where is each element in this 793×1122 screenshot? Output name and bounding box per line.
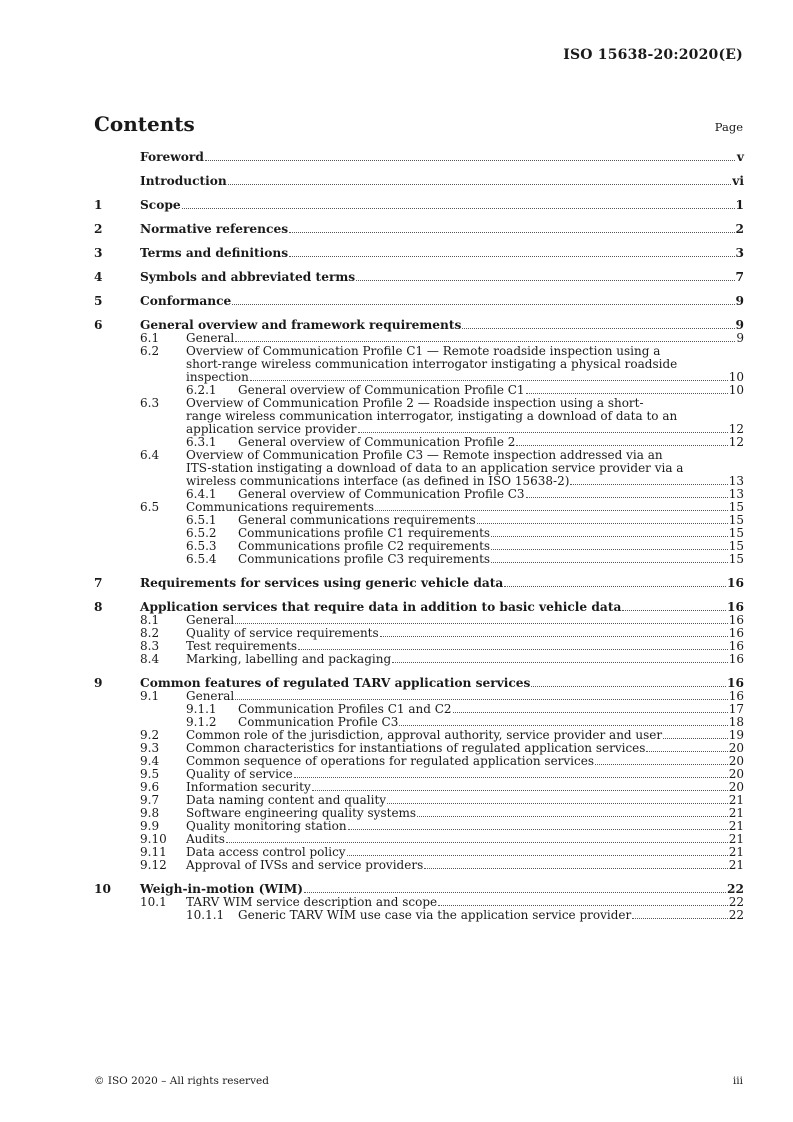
toc-entry-title-text: Overview of Communication Profile 2 — Roadside inspection using a short-: [186, 396, 644, 410]
toc-entry-title: [140, 600, 727, 614]
toc-entry[interactable]: [94, 150, 744, 164]
dot-leader: [235, 623, 727, 624]
toc-entry-title-text: inspection: [186, 370, 249, 384]
toc-entry[interactable]: [94, 859, 744, 872]
toc-entry-title-text: General overview of Communication Profile 2: [238, 435, 516, 449]
toc-entry-title: [140, 576, 727, 590]
toc-entry-number: 9.5: [140, 767, 160, 781]
toc-entry-page: 2: [735, 222, 744, 236]
toc-entry[interactable]: [94, 576, 744, 590]
toc-entry[interactable]: [94, 318, 744, 332]
dot-leader: [348, 829, 728, 830]
dot-leader: [347, 855, 728, 856]
toc-entry-title-text: Scope: [140, 198, 181, 212]
toc-entry-title-text: Communications profile C3 requirements: [238, 552, 491, 566]
dot-leader: [205, 160, 735, 161]
toc-entry-page: 16: [728, 626, 744, 640]
toc-entry-title-text: Communication Profile C3: [238, 715, 399, 729]
toc-entry-page: 19: [728, 728, 744, 742]
toc-entry-number: 9.4: [140, 754, 160, 768]
dot-leader: [595, 764, 728, 765]
document-code: ISO 15638-20:2020(E): [563, 47, 743, 63]
toc-entry-page: 16: [728, 689, 744, 703]
toc-entry-title: [140, 198, 736, 212]
toc-entry-continuation: range wireless communication interrogator, instigating a download of data to an: [186, 409, 678, 423]
toc-entry-title: [186, 859, 729, 872]
toc-entry-number: 9.1: [140, 689, 160, 703]
toc-entry-page: 13: [728, 487, 744, 501]
dot-leader: [392, 662, 728, 663]
toc-entry[interactable]: [94, 653, 744, 666]
toc-entry-title: [186, 397, 744, 410]
toc-entry-title-text: General overview of Communication Profile C3: [238, 487, 525, 501]
toc-entry-number: 8: [94, 600, 103, 614]
toc-entry-continuation: short-range wireless communication interrogator instigating a physical roadside: [186, 357, 678, 371]
toc-entry-title-text: Weigh-in-motion (WIM): [140, 882, 303, 896]
toc-entry-title-text: Communication Profiles C1 and C2: [238, 702, 452, 716]
toc-entry-page: 15: [728, 526, 744, 540]
toc-entry-number: 9.9: [140, 819, 160, 833]
toc-entry-page: 7: [735, 270, 744, 284]
toc-entry[interactable]: [94, 909, 744, 922]
toc-entry-page: 16: [727, 576, 744, 590]
toc-entry-title-text: General communications requirements: [238, 513, 476, 527]
toc-entry-number: 9.10: [140, 832, 167, 846]
toc-entry-page: 21: [728, 806, 744, 820]
toc-entry-number: 4: [94, 270, 103, 284]
dot-leader: [622, 610, 726, 611]
toc-entry-number: 9.12: [140, 858, 167, 872]
toc-entry-number: 8.4: [140, 652, 160, 666]
toc-entry-page: 15: [728, 513, 744, 527]
toc-entry-title: [140, 246, 736, 260]
toc-entry-title: [140, 676, 727, 690]
toc-entry-page: 21: [728, 819, 744, 833]
toc-entry-title: [140, 174, 732, 188]
toc-entry-page: 20: [728, 741, 744, 755]
toc-entry[interactable]: [94, 397, 744, 410]
toc-entry-title: [238, 553, 729, 566]
toc-entry-title-text: Quality of service: [186, 767, 293, 781]
toc-entry-page: 21: [728, 845, 744, 859]
toc-entry-number: 6.3.1: [186, 435, 217, 449]
dot-leader: [632, 918, 727, 919]
toc-entry-number: 9.6: [140, 780, 160, 794]
toc-entry-number: 6.5.3: [186, 539, 217, 553]
toc-entry-title-text: TARV WIM service description and scope: [186, 895, 438, 909]
dot-leader: [387, 803, 728, 804]
toc-entry-number: 6.5.1: [186, 513, 217, 527]
toc-entry-title-text: Common characteristics for instantiations of regulated application services: [186, 741, 646, 755]
toc-entry[interactable]: [94, 174, 744, 188]
toc-entry-page: 21: [728, 832, 744, 846]
dot-leader: [570, 484, 727, 485]
toc-entry-title-text: Overview of Communication Profile C1 — Remote roadside inspection using a: [186, 344, 661, 358]
toc-entry-page: 21: [728, 793, 744, 807]
dot-leader: [491, 562, 728, 563]
toc-entry-page: 10: [728, 383, 744, 397]
dot-leader: [462, 328, 734, 329]
toc-entry-title-text: Software engineering quality systems: [186, 806, 417, 820]
toc-entry-title: [140, 222, 736, 236]
toc-entry-page: 16: [727, 676, 744, 690]
contents-heading: Contents: [94, 112, 195, 136]
toc-entry[interactable]: [94, 222, 744, 236]
dot-leader: [375, 510, 728, 511]
toc-entry-page: 12: [728, 422, 744, 436]
toc-entry-number: 7: [94, 576, 103, 590]
dot-leader: [235, 699, 727, 700]
toc-entry-title: [140, 294, 736, 308]
dot-leader: [491, 536, 728, 537]
toc-entry-page: 20: [728, 780, 744, 794]
toc-entry-title: [238, 909, 729, 922]
toc-entry-title-text: General: [186, 613, 235, 627]
toc-entry-title-text: Communications profile C1 requirements: [238, 526, 491, 540]
toc-entry-page: 12: [728, 435, 744, 449]
dot-leader: [526, 497, 728, 498]
toc-entry-number: 9.8: [140, 806, 160, 820]
toc-entry-title-text: Quality monitoring station: [186, 819, 347, 833]
toc-entry-title-text: Communications requirements: [186, 500, 375, 514]
toc-entry-title-text: Generic TARV WIM use case via the application service provider: [238, 908, 632, 922]
toc-entry-page: 18: [728, 715, 744, 729]
copyright-notice: © ISO 2020 – All rights reserved: [94, 1075, 269, 1087]
toc-entry-title-text: General overview of Communication Profile C1: [238, 383, 525, 397]
toc-entry-page: 10: [728, 370, 744, 384]
toc-entry-title: [140, 270, 736, 284]
toc-entry[interactable]: [94, 246, 744, 260]
toc-entry-title-text: wireless communications interface (as defined in ISO 15638-2): [186, 474, 570, 488]
toc-entry[interactable]: [94, 198, 744, 212]
toc-entry-continuation: ITS-station instigating a download of data to an application service provider via a: [186, 461, 684, 475]
dot-leader: [424, 868, 727, 869]
toc-entry-number: 6.2: [140, 344, 160, 358]
dot-leader: [289, 232, 734, 233]
table-of-contents: [94, 150, 744, 922]
toc-entry-number: 9: [94, 676, 103, 690]
toc-entry-page: 15: [728, 500, 744, 514]
toc-entry[interactable]: [94, 270, 744, 284]
toc-entry-number: 9.7: [140, 793, 160, 807]
toc-entry-title: [186, 820, 729, 833]
toc-entry-page: 1: [735, 198, 744, 212]
toc-entry-number: 6.4.1: [186, 487, 217, 501]
toc-entry-number: 6: [94, 318, 103, 332]
toc-entry-page: 22: [728, 895, 744, 909]
dot-leader: [380, 636, 728, 637]
toc-entry-page: 17: [728, 702, 744, 716]
dot-leader: [250, 380, 728, 381]
toc-entry[interactable]: [94, 676, 744, 690]
toc-entry-number: 6.3: [140, 396, 160, 410]
toc-entry-title-text: Test requirements: [186, 639, 298, 653]
page-column-label: Page: [714, 120, 743, 134]
toc-entry-page: v: [736, 150, 744, 164]
dot-leader: [226, 842, 728, 843]
dot-leader: [294, 777, 728, 778]
toc-entry-title-text: Symbols and abbreviated terms: [140, 270, 356, 284]
dot-leader: [356, 280, 734, 281]
toc-entry-number: 9.11: [140, 845, 167, 859]
toc-entry-number: 10.1.1: [186, 908, 225, 922]
toc-entry-number: 10: [94, 882, 111, 896]
toc-entry-title-text: application service provider: [186, 422, 357, 436]
dot-leader: [417, 816, 728, 817]
toc-entry-number: 3: [94, 246, 103, 260]
toc-entry-number: 9.2: [140, 728, 160, 742]
dot-leader: [358, 432, 728, 433]
toc-entry-number: 6.5: [140, 500, 160, 514]
toc-entry-page: 16: [728, 652, 744, 666]
toc-entry-title-text: Data naming content and quality: [186, 793, 387, 807]
toc-entry-page: 9: [735, 294, 744, 308]
toc-entry-title-text: Quality of service requirements: [186, 626, 379, 640]
dot-leader: [182, 208, 735, 209]
dot-leader: [477, 523, 728, 524]
dot-leader: [504, 586, 726, 587]
toc-entry-page: 16: [728, 613, 744, 627]
toc-entry-page: 22: [728, 908, 744, 922]
toc-entry-number: 9.3: [140, 741, 160, 755]
dot-leader: [453, 712, 728, 713]
dot-leader: [438, 905, 728, 906]
toc-entry-title-text: Application services that require data in addition to basic vehicle data: [140, 600, 622, 614]
toc-entry-page: 22: [727, 882, 744, 896]
dot-leader: [646, 751, 727, 752]
toc-entry-number: 6.2.1: [186, 383, 217, 397]
toc-entry-page: 20: [728, 767, 744, 781]
toc-entry-title: [186, 449, 744, 462]
toc-entry-title-text: Audits: [186, 832, 225, 846]
toc-entry-title-text: Common sequence of operations for regulated application services: [186, 754, 594, 768]
toc-entry-page: 21: [728, 858, 744, 872]
toc-entry-title-text: General: [186, 331, 235, 345]
toc-entry[interactable]: [94, 294, 744, 308]
toc-entry-title: [140, 318, 736, 332]
toc-entry-number: 10.1: [140, 895, 167, 909]
dot-leader: [516, 445, 727, 446]
toc-entry-page: 15: [728, 539, 744, 553]
dot-leader: [399, 725, 727, 726]
toc-entry-title-text: Overview of Communication Profile C3 — Remote inspection addressed via an: [186, 448, 663, 462]
dot-leader: [663, 738, 728, 739]
toc-entry-number: 9.1.2: [186, 715, 217, 729]
toc-entry-number: 8.2: [140, 626, 160, 640]
toc-entry-page: 20: [728, 754, 744, 768]
toc-entry-number: 9.1.1: [186, 702, 217, 716]
toc-entry-title-text: Conformance: [140, 294, 232, 308]
toc-entry-title-text: Data access control policy: [186, 845, 346, 859]
toc-entry-page: 9: [735, 318, 744, 332]
toc-entry[interactable]: [94, 600, 744, 614]
toc-entry-number: 6.5.2: [186, 526, 217, 540]
toc-entry-title-text: Approval of IVSs and service providers: [186, 858, 424, 872]
toc-entry-title-text: General overview and framework requirements: [140, 318, 462, 332]
dot-leader: [235, 341, 735, 342]
toc-entry[interactable]: [94, 345, 744, 358]
toc-entry-number: 6.1: [140, 331, 160, 345]
toc-entry-title-text: Marking, labelling and packaging: [186, 652, 392, 666]
dot-leader: [228, 184, 731, 185]
toc-entry-title-text: Requirements for services using generic vehicle data: [140, 576, 504, 590]
toc-entry[interactable]: [94, 449, 744, 462]
toc-entry-title-text: Normative references: [140, 222, 289, 236]
toc-entry-title-text: Introduction: [140, 174, 227, 188]
toc-entry-number: 5: [94, 294, 103, 308]
toc-entry-title: [140, 150, 736, 164]
dot-leader: [298, 649, 728, 650]
toc-entry-title: [140, 882, 727, 896]
dot-leader: [531, 686, 726, 687]
toc-entry-title-text: Common features of regulated TARV application services: [140, 676, 531, 690]
toc-entry-number: 8.1: [140, 613, 160, 627]
dot-leader: [304, 892, 726, 893]
toc-entry-number: 6.5.4: [186, 552, 217, 566]
toc-entry-number: 1: [94, 198, 103, 212]
dot-leader: [526, 393, 728, 394]
toc-entry-page: 16: [728, 639, 744, 653]
toc-entry-number: 6.4: [140, 448, 160, 462]
toc-entry-page: 3: [735, 246, 744, 260]
toc-entry-number: 2: [94, 222, 103, 236]
dot-leader: [232, 304, 734, 305]
dot-leader: [491, 549, 728, 550]
dot-leader: [312, 790, 728, 791]
toc-entry-page: vi: [732, 174, 744, 188]
toc-entry-title-text: Foreword: [140, 150, 204, 164]
toc-entry-title: [186, 653, 729, 666]
toc-entry-title: [186, 345, 744, 358]
toc-entry-title-text: Communications profile C2 requirements: [238, 539, 491, 553]
dot-leader: [289, 256, 734, 257]
toc-entry-title-text: Common role of the jurisdiction, approval authority, service provider and user: [186, 728, 663, 742]
toc-entry[interactable]: [94, 882, 744, 896]
toc-entry-title-text: Information security: [186, 780, 311, 794]
toc-entry-title-text: Terms and definitions: [140, 246, 289, 260]
toc-entry-title-text: General: [186, 689, 235, 703]
toc-entry-page: 9: [736, 331, 744, 345]
toc-entry-page: 16: [727, 600, 744, 614]
toc-entry[interactable]: [94, 553, 744, 566]
toc-entry-page: 13: [728, 474, 744, 488]
toc-entry-number: 8.3: [140, 639, 160, 653]
toc-entry-page: 15: [728, 552, 744, 566]
page-number: iii: [732, 1075, 743, 1087]
